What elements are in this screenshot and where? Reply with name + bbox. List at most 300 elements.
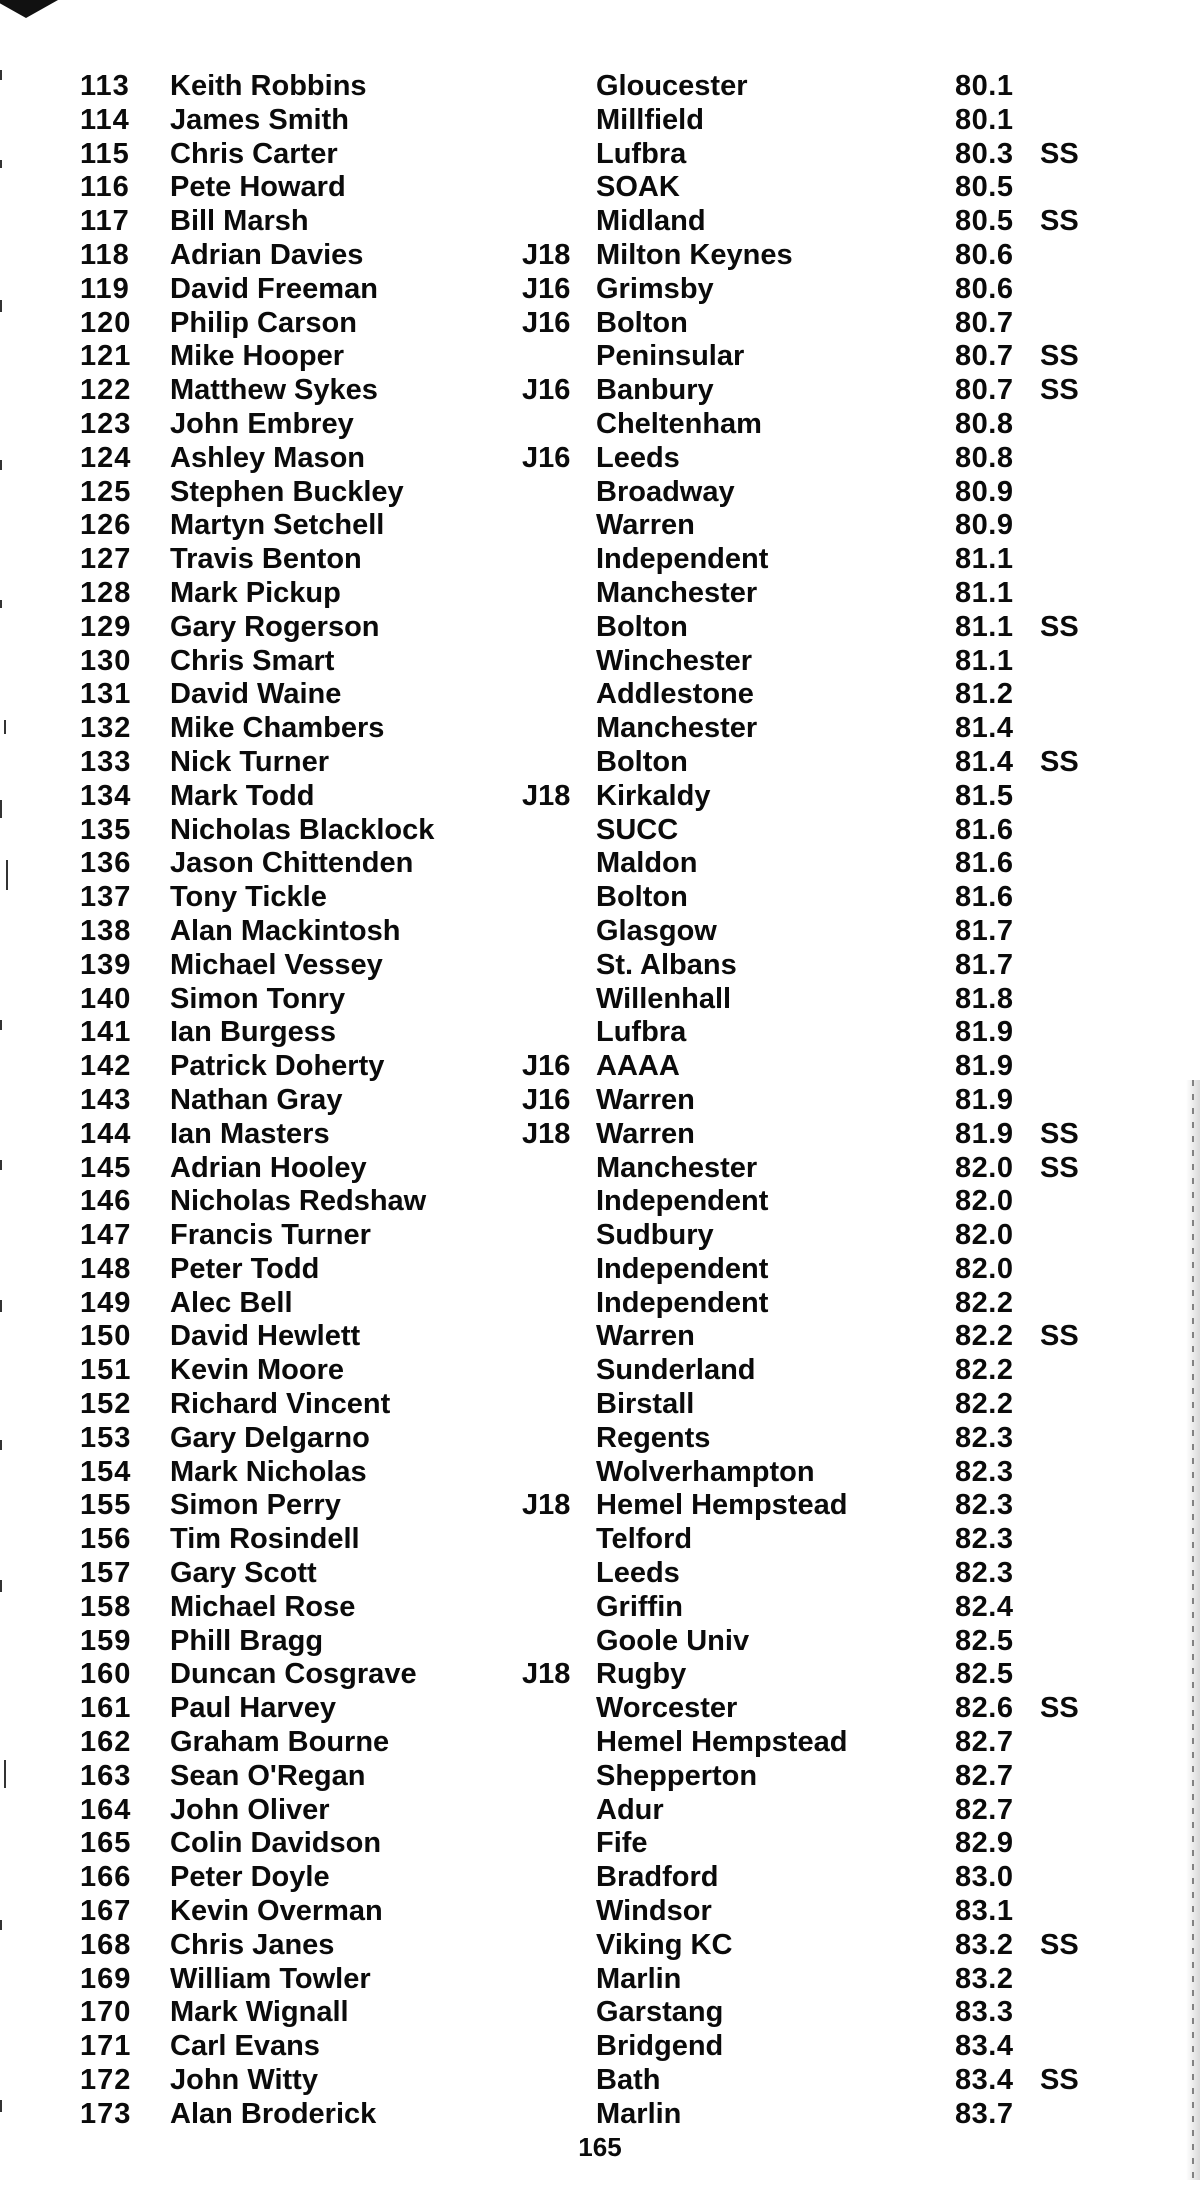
list-item — [0, 1996, 1200, 2030]
rank-number: 136 — [80, 847, 132, 880]
club-name: Marlin — [596, 2097, 682, 2130]
club-name: AAAA — [596, 1050, 680, 1083]
club-name: Garstang — [596, 1996, 724, 2029]
club-name: SOAK — [596, 171, 680, 204]
list-item — [0, 1084, 1200, 1118]
list-item — [0, 1287, 1200, 1321]
athlete-name: Sean O'Regan — [170, 1759, 366, 1792]
athlete-name: John Oliver — [170, 1793, 330, 1826]
time-value: 81.5 — [955, 779, 1014, 812]
athlete-name: Chris Carter — [170, 137, 338, 170]
list-item — [0, 70, 1200, 104]
time-value: 82.5 — [955, 1658, 1014, 1691]
time-value: 83.4 — [955, 2030, 1014, 2063]
list-item — [0, 1118, 1200, 1152]
club-name: Warren — [596, 1320, 695, 1353]
list-item — [0, 1185, 1200, 1219]
list-item — [0, 1929, 1200, 1963]
rank-number: 135 — [80, 813, 132, 846]
rank-number: 134 — [80, 779, 132, 812]
rank-number: 151 — [80, 1354, 132, 1387]
rank-number: 163 — [80, 1759, 132, 1792]
list-item — [0, 171, 1200, 205]
time-value: 80.3 — [955, 137, 1014, 170]
athlete-name: Adrian Davies — [170, 238, 364, 271]
club-name: Bolton — [596, 610, 688, 643]
club-name: Leeds — [596, 1557, 680, 1590]
list-item — [0, 442, 1200, 476]
list-item — [0, 543, 1200, 577]
rank-number: 168 — [80, 1928, 132, 1961]
time-value: 82.0 — [955, 1151, 1014, 1184]
athlete-name: James Smith — [170, 103, 349, 136]
time-value: 81.8 — [955, 982, 1014, 1015]
list-item — [0, 1219, 1200, 1253]
list-item — [0, 746, 1200, 780]
club-name: Bolton — [596, 306, 688, 339]
time-value: 83.3 — [955, 1996, 1014, 2029]
list-item — [0, 307, 1200, 341]
club-name: Bridgend — [596, 2030, 724, 2063]
athlete-name: Tim Rosindell — [170, 1523, 360, 1556]
time-value: 82.7 — [955, 1793, 1014, 1826]
list-item — [0, 1692, 1200, 1726]
rank-number: 145 — [80, 1151, 132, 1184]
list-item — [0, 611, 1200, 645]
club-name: Leeds — [596, 441, 680, 474]
rank-number: 130 — [80, 644, 132, 677]
athlete-name: Mark Todd — [170, 779, 315, 812]
athlete-name: David Waine — [170, 678, 342, 711]
club-name: Hemel Hempstead — [596, 1489, 848, 1522]
list-item — [0, 2098, 1200, 2132]
athlete-name: David Hewlett — [170, 1320, 361, 1353]
time-value: 82.3 — [955, 1523, 1014, 1556]
athlete-name: Gary Rogerson — [170, 610, 380, 643]
athlete-name: Matthew Sykes — [170, 374, 378, 407]
rank-number: 113 — [80, 70, 130, 102]
club-name: Kirkaldy — [596, 779, 711, 812]
athlete-name: Mike Hooper — [170, 340, 345, 373]
time-value: 80.7 — [955, 306, 1014, 339]
club-name: Shepperton — [596, 1759, 758, 1792]
club-name: Hemel Hempstead — [596, 1726, 848, 1759]
list-item — [0, 1354, 1200, 1388]
rank-number: 152 — [80, 1388, 132, 1421]
athlete-name: Pete Howard — [170, 171, 346, 204]
time-value: 80.8 — [955, 441, 1014, 474]
time-value: 82.0 — [955, 1252, 1014, 1285]
list-item — [0, 814, 1200, 848]
rank-number: 165 — [80, 1827, 132, 1860]
list-item — [0, 881, 1200, 915]
athlete-name: Chris Smart — [170, 644, 335, 677]
time-value: 81.1 — [955, 543, 1014, 576]
athlete-name: Michael Rose — [170, 1590, 356, 1623]
athlete-name: Philip Carson — [170, 306, 357, 339]
rank-number: 142 — [80, 1050, 132, 1083]
athlete-name: Gary Delgarno — [170, 1421, 370, 1454]
athlete-name: John Witty — [170, 2064, 318, 2097]
rank-number: 120 — [80, 306, 132, 339]
time-value: 82.2 — [955, 1320, 1014, 1353]
club-name: Grimsby — [596, 272, 714, 305]
list-item — [0, 476, 1200, 510]
club-name: Marlin — [596, 1962, 682, 1995]
rank-number: 122 — [80, 374, 132, 407]
list-item — [0, 2030, 1200, 2064]
club-name: Addlestone — [596, 678, 754, 711]
rank-number: 114 — [80, 103, 130, 136]
club-name: Maldon — [596, 847, 698, 880]
list-item — [0, 1320, 1200, 1354]
club-name: Bradford — [596, 1861, 719, 1894]
time-value: 81.1 — [955, 644, 1014, 677]
athlete-name: Phill Bragg — [170, 1624, 324, 1657]
club-name: Rugby — [596, 1658, 687, 1691]
athlete-name: David Freeman — [170, 272, 378, 305]
club-name: Viking KC — [596, 1928, 733, 1961]
time-value: 81.1 — [955, 576, 1014, 609]
athlete-name: Travis Benton — [170, 543, 362, 576]
list-item — [0, 915, 1200, 949]
list-item — [0, 340, 1200, 374]
time-value: 80.6 — [955, 238, 1014, 271]
club-name: Griffin — [596, 1590, 683, 1623]
list-item — [0, 1253, 1200, 1287]
athlete-name: Martyn Setchell — [170, 509, 385, 542]
club-name: Broadway — [596, 475, 735, 508]
rank-number: 117 — [80, 205, 130, 238]
time-value: 83.2 — [955, 1928, 1014, 1961]
time-value: 80.8 — [955, 407, 1014, 440]
athlete-name: Mike Chambers — [170, 712, 385, 745]
age-category: J18 — [522, 1117, 571, 1150]
rank-number: 124 — [80, 441, 132, 474]
time-value: 81.9 — [955, 1117, 1014, 1150]
time-value: 80.1 — [955, 70, 1014, 102]
rank-number: 154 — [80, 1455, 132, 1488]
time-value: 81.6 — [955, 881, 1014, 914]
rank-number: 118 — [80, 238, 130, 271]
club-name: Regents — [596, 1421, 711, 1454]
athlete-name: Tony Tickle — [170, 881, 327, 914]
time-value: 81.9 — [955, 1050, 1014, 1083]
rank-number: 150 — [80, 1320, 132, 1353]
club-name: St. Albans — [596, 948, 737, 981]
club-name: Banbury — [596, 374, 714, 407]
rank-number: 156 — [80, 1523, 132, 1556]
athlete-name: Ian Burgess — [170, 1016, 336, 1049]
rank-number: 140 — [80, 982, 132, 1015]
club-name: Sudbury — [596, 1219, 714, 1252]
age-category: J16 — [522, 306, 571, 339]
rank-number: 116 — [80, 171, 130, 204]
club-name: Worcester — [596, 1692, 738, 1725]
rank-number: 119 — [80, 272, 130, 305]
list-item — [0, 949, 1200, 983]
rank-number: 171 — [80, 2030, 132, 2063]
list-item — [0, 847, 1200, 881]
athlete-name: Chris Janes — [170, 1928, 335, 1961]
list-item — [0, 1388, 1200, 1422]
athlete-name: Gary Scott — [170, 1557, 317, 1590]
rank-number: 159 — [80, 1624, 132, 1657]
age-category: J18 — [522, 1658, 571, 1691]
rank-number: 149 — [80, 1286, 132, 1319]
rank-number: 170 — [80, 1996, 132, 2029]
list-item — [0, 1794, 1200, 1828]
list-item — [0, 509, 1200, 543]
list-item — [0, 1895, 1200, 1929]
time-value: 80.9 — [955, 475, 1014, 508]
list-item — [0, 1591, 1200, 1625]
list-item — [0, 1422, 1200, 1456]
rank-number: 132 — [80, 712, 132, 745]
rank-number: 128 — [80, 576, 132, 609]
list-item — [0, 1050, 1200, 1084]
rank-number: 155 — [80, 1489, 132, 1522]
athlete-name: Simon Perry — [170, 1489, 341, 1522]
time-value: 80.5 — [955, 205, 1014, 238]
athlete-name: Keith Robbins — [170, 70, 367, 102]
athlete-name: Adrian Hooley — [170, 1151, 367, 1184]
rank-number: 127 — [80, 543, 132, 576]
club-name: Fife — [596, 1827, 648, 1860]
athlete-name: Graham Bourne — [170, 1726, 390, 1759]
time-value: 82.7 — [955, 1726, 1014, 1759]
athlete-name: Mark Nicholas — [170, 1455, 367, 1488]
note-flag: SS — [1040, 1692, 1079, 1725]
time-value: 82.9 — [955, 1827, 1014, 1860]
rank-number: 146 — [80, 1185, 132, 1218]
note-flag: SS — [1040, 340, 1079, 373]
time-value: 83.0 — [955, 1861, 1014, 1894]
athlete-name: John Embrey — [170, 407, 354, 440]
list-item — [0, 273, 1200, 307]
time-value: 81.6 — [955, 847, 1014, 880]
rank-number: 169 — [80, 1962, 132, 1995]
note-flag: SS — [1040, 745, 1079, 778]
time-value: 83.7 — [955, 2097, 1014, 2130]
list-item — [0, 577, 1200, 611]
club-name: Glasgow — [596, 914, 717, 947]
age-category: J16 — [522, 441, 571, 474]
time-value: 81.4 — [955, 745, 1014, 778]
list-item — [0, 1152, 1200, 1186]
list-item — [0, 1861, 1200, 1895]
time-value: 82.5 — [955, 1624, 1014, 1657]
rank-number: 141 — [80, 1016, 132, 1049]
club-name: Lufbra — [596, 1016, 687, 1049]
rank-number: 160 — [80, 1658, 132, 1691]
list-item — [0, 104, 1200, 138]
time-value: 83.4 — [955, 2064, 1014, 2097]
note-flag: SS — [1040, 1117, 1079, 1150]
list-item — [0, 374, 1200, 408]
club-name: Cheltenham — [596, 407, 762, 440]
list-item — [0, 239, 1200, 273]
athlete-name: Jason Chittenden — [170, 847, 414, 880]
athlete-name: Stephen Buckley — [170, 475, 404, 508]
athlete-name: Ashley Mason — [170, 441, 365, 474]
age-category: J18 — [522, 1489, 571, 1522]
list-item — [0, 1963, 1200, 1997]
club-name: Wolverhampton — [596, 1455, 815, 1488]
athlete-name: Alec Bell — [170, 1286, 293, 1319]
rank-number: 129 — [80, 610, 132, 643]
list-item — [0, 1557, 1200, 1591]
athlete-name: Nicholas Blacklock — [170, 813, 435, 846]
time-value: 82.4 — [955, 1590, 1014, 1623]
club-name: Adur — [596, 1793, 664, 1826]
rank-number: 138 — [80, 914, 132, 947]
club-name: Manchester — [596, 712, 758, 745]
rank-number: 139 — [80, 948, 132, 981]
rank-number: 115 — [80, 137, 130, 170]
rank-number: 172 — [80, 2064, 132, 2097]
age-category: J16 — [522, 1050, 571, 1083]
page-corner-mark — [0, 0, 58, 18]
time-value: 82.2 — [955, 1286, 1014, 1319]
club-name: Bolton — [596, 881, 688, 914]
list-item — [0, 138, 1200, 172]
athlete-name: Nicholas Redshaw — [170, 1185, 427, 1218]
time-value: 82.7 — [955, 1759, 1014, 1792]
athlete-name: Bill Marsh — [170, 205, 309, 238]
time-value: 82.3 — [955, 1421, 1014, 1454]
time-value: 82.2 — [955, 1354, 1014, 1387]
note-flag: SS — [1040, 374, 1079, 407]
club-name: Gloucester — [596, 70, 748, 102]
club-name: Manchester — [596, 576, 758, 609]
age-category: J18 — [522, 238, 571, 271]
age-category: J16 — [522, 272, 571, 305]
list-item — [0, 1456, 1200, 1490]
rank-number: 147 — [80, 1219, 132, 1252]
time-value: 83.1 — [955, 1895, 1014, 1928]
club-name: Independent — [596, 1252, 769, 1285]
time-value: 81.7 — [955, 914, 1014, 947]
athlete-name: Duncan Cosgrave — [170, 1658, 417, 1691]
rank-number: 143 — [80, 1083, 132, 1116]
athlete-name: Nathan Gray — [170, 1083, 343, 1116]
list-item — [0, 205, 1200, 239]
note-flag: SS — [1040, 1151, 1079, 1184]
rank-number: 125 — [80, 475, 132, 508]
note-flag: SS — [1040, 610, 1079, 643]
rank-number: 164 — [80, 1793, 132, 1826]
athlete-name: Alan Broderick — [170, 2097, 377, 2130]
list-item — [0, 1016, 1200, 1050]
list-item — [0, 1827, 1200, 1861]
athlete-name: Paul Harvey — [170, 1692, 337, 1725]
list-item — [0, 2064, 1200, 2098]
list-item — [0, 1489, 1200, 1523]
athlete-name: Ian Masters — [170, 1117, 330, 1150]
athlete-name: Colin Davidson — [170, 1827, 382, 1860]
time-value: 81.9 — [955, 1016, 1014, 1049]
rank-number: 173 — [80, 2097, 132, 2130]
club-name: Millfield — [596, 103, 704, 136]
list-item — [0, 712, 1200, 746]
athlete-name: Kevin Overman — [170, 1895, 383, 1928]
athlete-name: Peter Todd — [170, 1252, 320, 1285]
time-value: 82.3 — [955, 1489, 1014, 1522]
club-name: Birstall — [596, 1388, 695, 1421]
rank-number: 133 — [80, 745, 132, 778]
page-number: 165 — [578, 2132, 622, 2162]
rank-number: 131 — [80, 678, 132, 711]
time-value: 80.7 — [955, 374, 1014, 407]
time-value: 82.6 — [955, 1692, 1014, 1725]
rank-number: 126 — [80, 509, 132, 542]
athlete-name: William Towler — [170, 1962, 371, 1995]
rank-number: 123 — [80, 407, 132, 440]
athlete-name: Francis Turner — [170, 1219, 371, 1252]
time-value: 80.6 — [955, 272, 1014, 305]
list-item — [0, 1625, 1200, 1659]
club-name: Independent — [596, 1185, 769, 1218]
list-item — [0, 983, 1200, 1017]
club-name: Telford — [596, 1523, 693, 1556]
athlete-name: Peter Doyle — [170, 1861, 330, 1894]
club-name: Warren — [596, 509, 695, 542]
club-name: Midland — [596, 205, 706, 238]
rank-number: 158 — [80, 1590, 132, 1623]
club-name: Independent — [596, 1286, 769, 1319]
list-item — [0, 408, 1200, 442]
club-name: Peninsular — [596, 340, 745, 373]
age-category: J16 — [522, 1083, 571, 1116]
time-value: 81.7 — [955, 948, 1014, 981]
athlete-name: Patrick Doherty — [170, 1050, 385, 1083]
age-category: J16 — [522, 374, 571, 407]
time-value: 81.2 — [955, 678, 1014, 711]
note-flag: SS — [1040, 1320, 1079, 1353]
club-name: Goole Univ — [596, 1624, 750, 1657]
time-value: 81.6 — [955, 813, 1014, 846]
athlete-name: Mark Wignall — [170, 1996, 349, 2029]
time-value: 80.9 — [955, 509, 1014, 542]
ranking-list — [0, 70, 1200, 2132]
list-item — [0, 1726, 1200, 1760]
club-name: Independent — [596, 543, 769, 576]
rank-number: 162 — [80, 1726, 132, 1759]
note-flag: SS — [1040, 1928, 1079, 1961]
time-value: 82.0 — [955, 1219, 1014, 1252]
athlete-name: Nick Turner — [170, 745, 330, 778]
club-name: Milton Keynes — [596, 238, 793, 271]
athlete-name: Mark Pickup — [170, 576, 341, 609]
time-value: 82.3 — [955, 1557, 1014, 1590]
time-value: 80.7 — [955, 340, 1014, 373]
athlete-name: Kevin Moore — [170, 1354, 345, 1387]
note-flag: SS — [1040, 137, 1079, 170]
club-name: Sunderland — [596, 1354, 756, 1387]
rank-number: 161 — [80, 1692, 132, 1725]
club-name: Warren — [596, 1083, 695, 1116]
time-value: 82.2 — [955, 1388, 1014, 1421]
rank-number: 153 — [80, 1421, 132, 1454]
list-item — [0, 780, 1200, 814]
time-value: 82.3 — [955, 1455, 1014, 1488]
time-value: 80.5 — [955, 171, 1014, 204]
time-value: 82.0 — [955, 1185, 1014, 1218]
rank-number: 167 — [80, 1895, 132, 1928]
list-item — [0, 645, 1200, 679]
note-flag: SS — [1040, 205, 1079, 238]
